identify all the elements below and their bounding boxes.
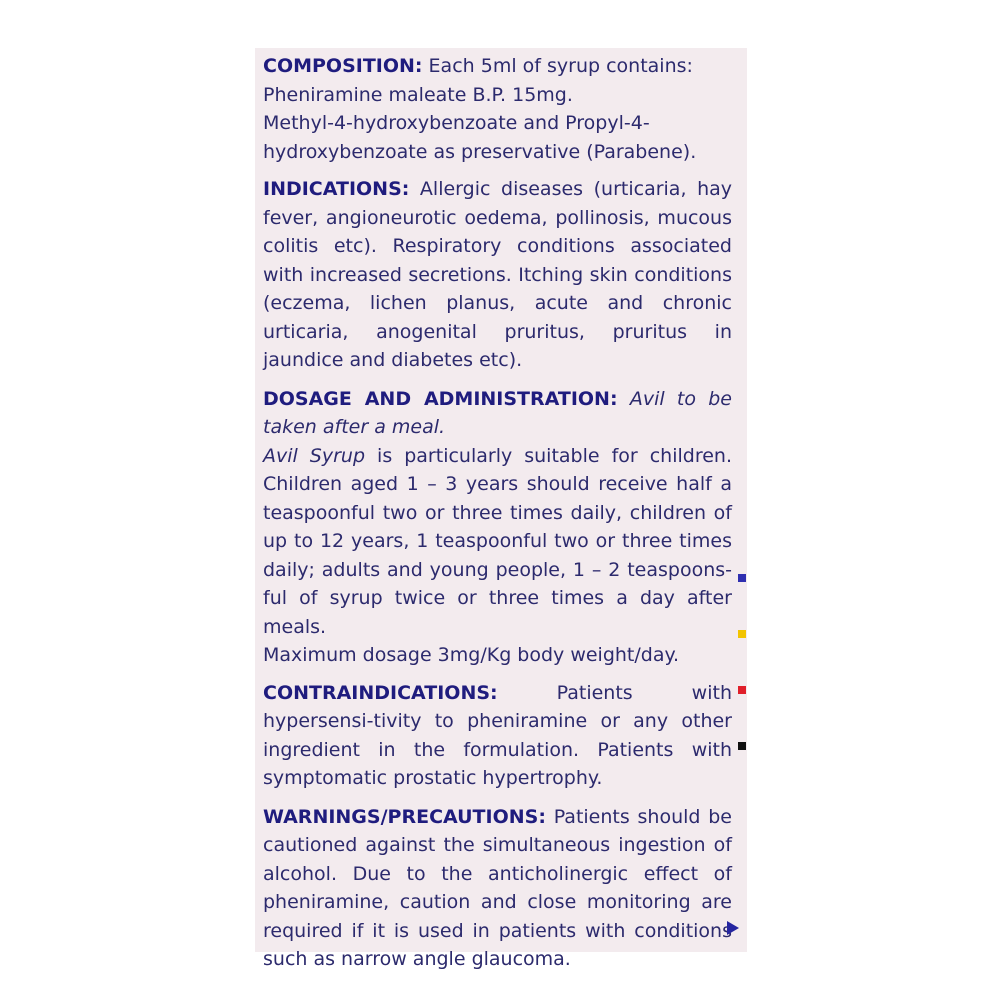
warnings-section — [263, 803, 732, 974]
composition-line-3: Methyl-4-hydroxybenzoate and Propyl-4- — [263, 112, 650, 134]
red-registration-mark — [738, 686, 746, 694]
composition-line-4: hydroxybenzoate as preservative (Parabene). — [263, 140, 697, 163]
dosage-text: is particularly suitable for children. Children aged 1 – 3 years should receive half a teaspoonful two or three times daily, children of up to 12 years, 1 teaspoonful two or three times daily; adults and young people, 1 – 2 teaspoons-ful of syrup twice or three times a day after meals. — [263, 444, 732, 638]
composition-section — [263, 52, 732, 166]
indications-text: Allergic diseases (urticaria, hay fever, angioneurotic oedema, pollinosis, mucous colitis etc). Respiratory conditions associated with increased secretions. Itching skin conditions (eczema, lichen planus, acute and chronic urticaria, anogenital pruritus, pruritus in jaundice and diabetes etc). — [263, 178, 732, 371]
indications-section — [263, 175, 732, 375]
yellow-registration-mark — [738, 630, 746, 638]
blue-registration-mark — [738, 574, 746, 582]
black-registration-mark — [738, 742, 746, 750]
warnings-text: Patients should be cautioned against the simultaneous ingestion of alcohol. Due to the anticholinergic effect of pheniramine, caution and close monitoring are required if it is used in patients with conditions such as narrow angle glaucoma. — [263, 805, 732, 970]
contraindications-section — [263, 679, 732, 793]
indications-heading: INDICATIONS: — [263, 178, 410, 200]
right-arrow-icon — [727, 921, 739, 935]
dosage-heading: DOSAGE AND ADMINISTRATION: — [263, 387, 618, 410]
leaflet-text — [263, 52, 732, 983]
composition-line-2: Pheniramine maleate B.P. 15mg. — [263, 83, 573, 106]
dosage-italic-intro: Avil to be taken after a meal. — [263, 387, 732, 438]
dosage-max: Maximum dosage 3mg/Kg body weight/day. — [263, 644, 680, 666]
contraindications-heading: CONTRAINDICATIONS: — [263, 681, 498, 704]
composition-line-1: Each 5ml of syrup contains: — [422, 55, 693, 77]
warnings-heading: WARNINGS/PRECAUTIONS: — [263, 805, 546, 828]
dosage-product-name: Avil Syrup — [263, 444, 366, 467]
composition-heading: COMPOSITION: — [263, 55, 423, 77]
dosage-section — [263, 385, 732, 670]
contraindications-text: Patients with hypersensi-tivity to pheniramine or any other ingredient in the formulation. Patients with symptomatic prostatic hypertrophy. — [263, 681, 732, 789]
